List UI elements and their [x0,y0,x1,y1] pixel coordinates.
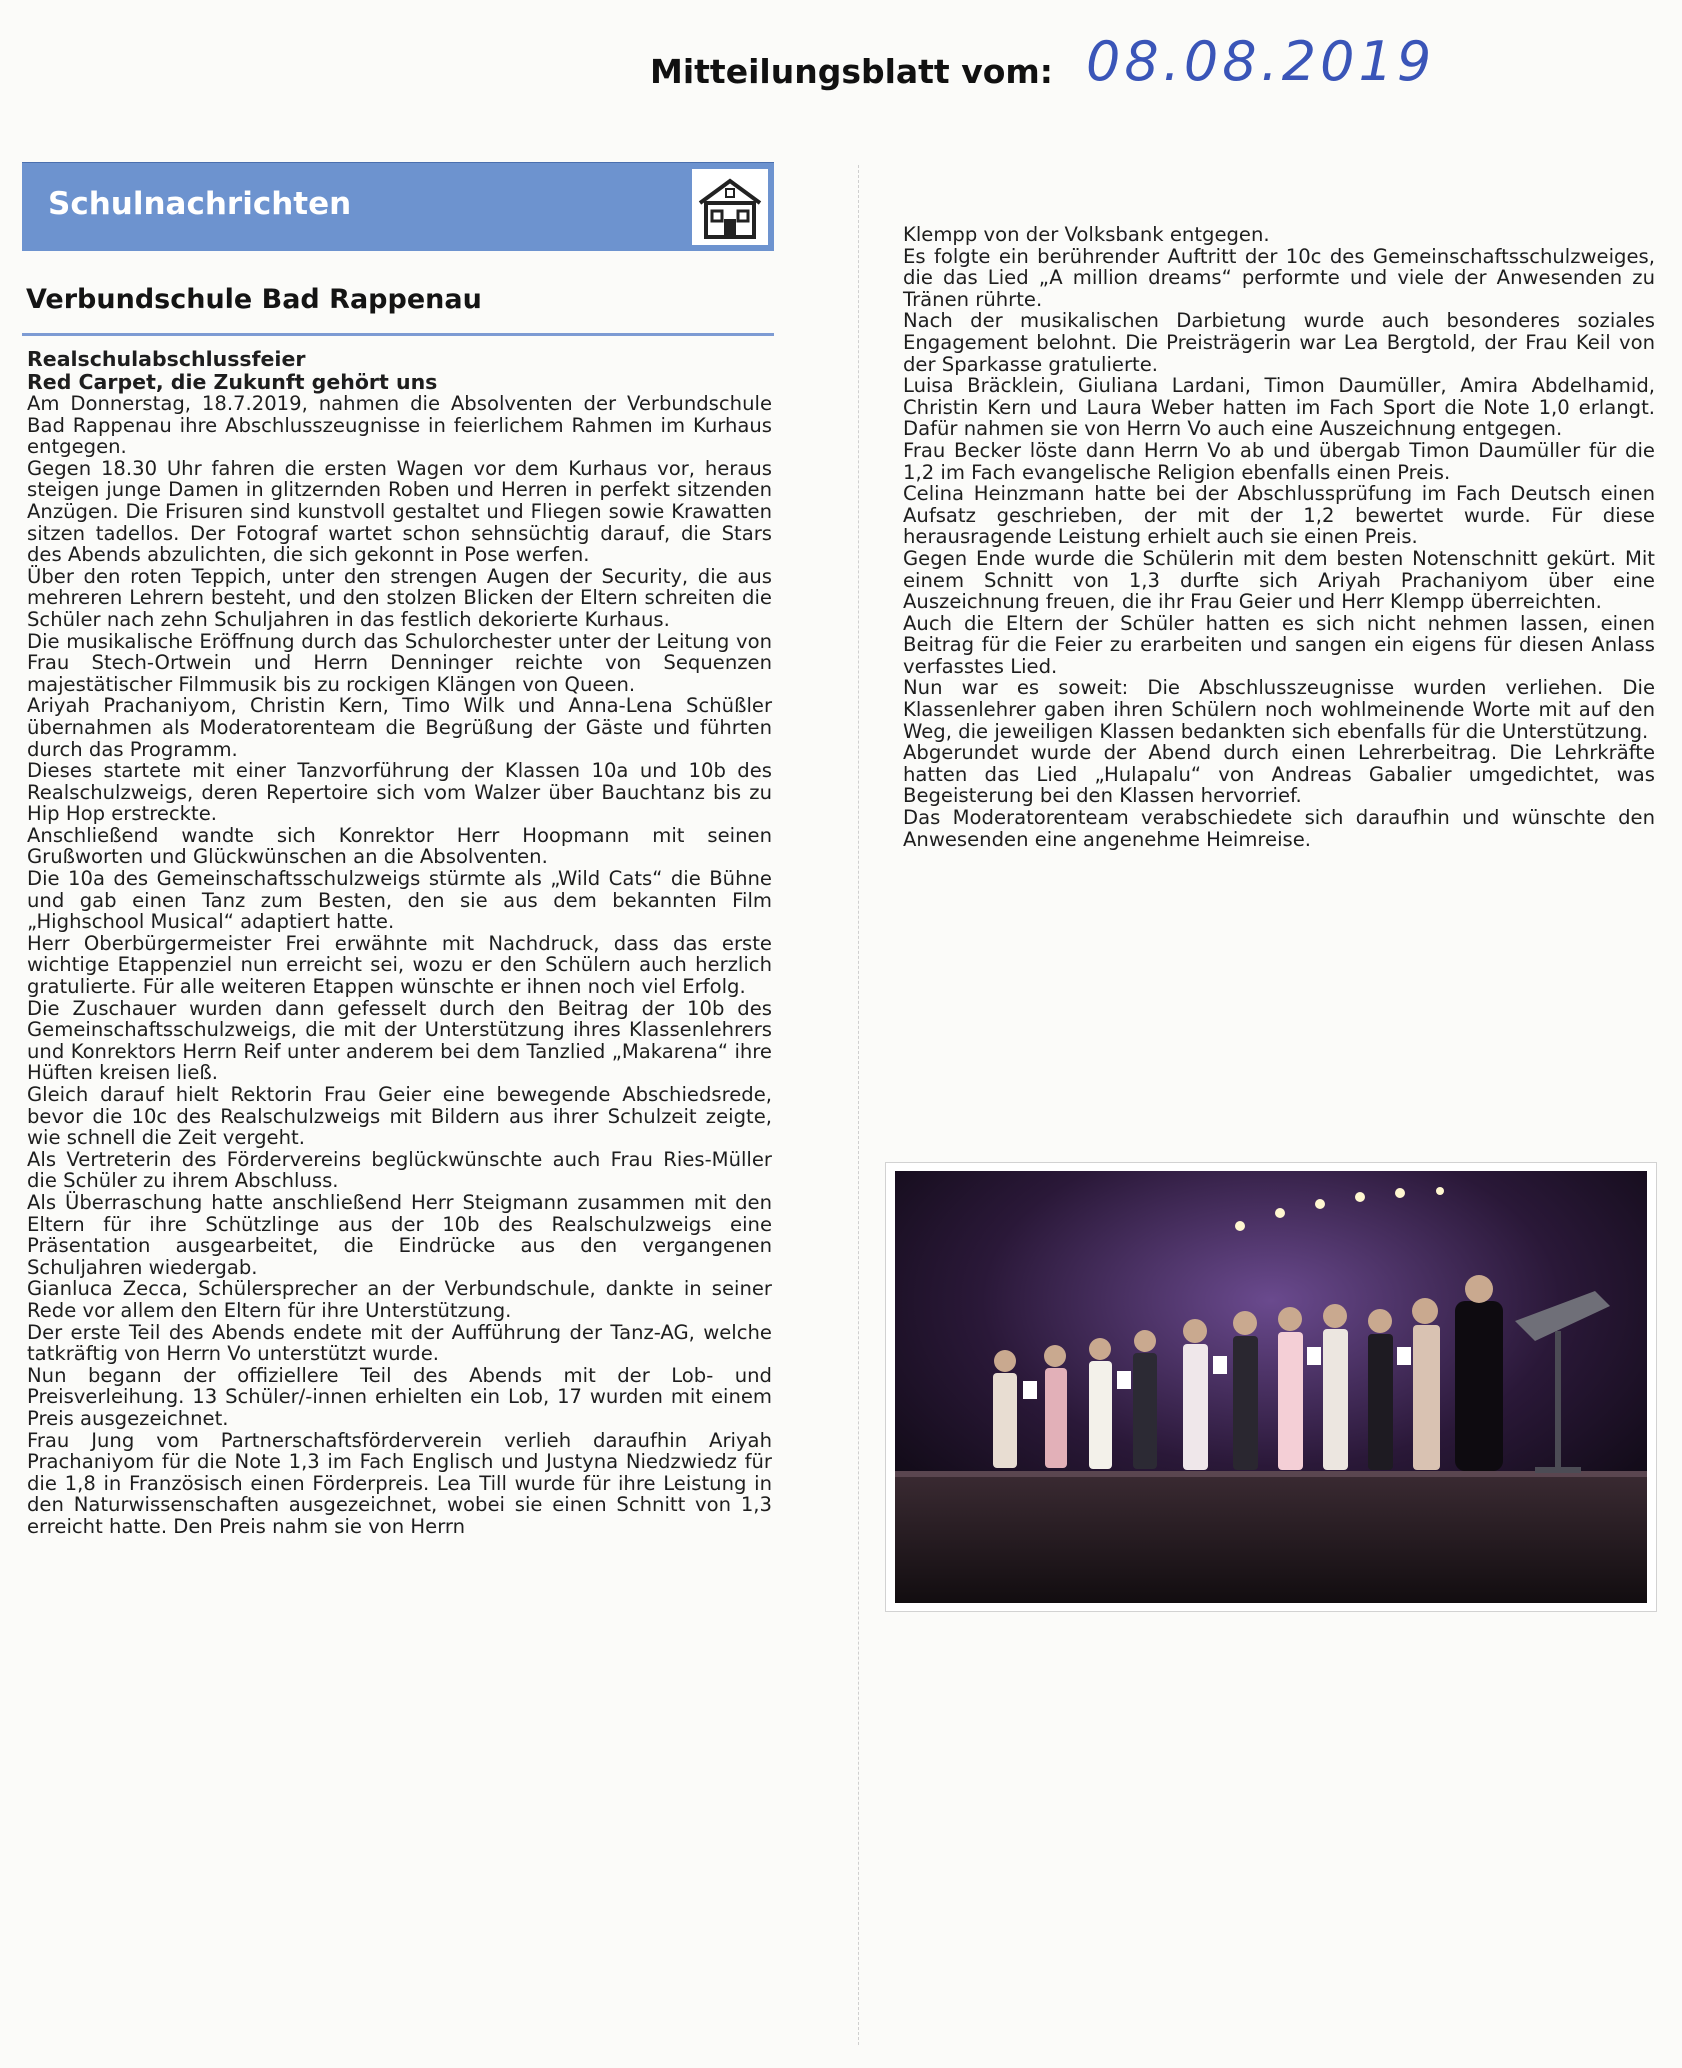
article-paragraph: Gegen 18.30 Uhr fahren die ersten Wagen vor dem Kurhaus vor, heraus steigen junge Damen in glitzernden Roben und Herren in perfekt sitzenden Anzügen. Die Frisuren sind kunstvoll gestaltet und Fliegen sowie Krawatten sitzen tadellos. Der Fotograf wartet schon sehnsüchtig darauf, die Stars des Abends abzulichten, die sich gekonnt in Pose werfen. [27,456,772,567]
article-subtitle-2: Red Carpet, die Zukunft gehört uns [27,369,438,394]
article-paragraph: Als Überraschung hatte anschließend Herr Steigmann zusammen mit den Eltern für ihre Schützlinge aus der 10b des Realschulzweigs eine Präsentation ausgearbeitet, die Eindrücke aus den vergangenen Schuljahren wiedergab. [27,1190,772,1279]
article-paragraph: Nach der musikalischen Darbietung wurde auch besonderes soziales Engagement belohnt. Die Preisträgerin war Lea Bergtold, der Frau Keil von der Sparkasse gratulierte. [903,309,1655,376]
section-title: Schulnachrichten [48,186,352,222]
article-paragraph: Der erste Teil des Abends endete mit der Aufführung der Tanz-AG, welche tatkräftig von Herrn Vo unterstützt wurde. [27,1320,772,1366]
article-paragraph: Klempp von der Volksbank entgegen. [903,223,1270,246]
right-paragraphs [903,224,1655,850]
article-paragraph: Es folgte ein berührender Auftritt der 10c des Gemeinschaftsschulzweiges, die das Lied „A million dreams“ performte und viele der Anwesenden zu Tränen rührte. [903,244,1655,311]
article-paragraph: Das Moderatorenteam verabschiedete sich daraufhin und wünschte den Anwesenden eine angenehme Heimreise. [903,806,1655,851]
column-divider [858,165,859,2045]
article-title: Verbundschule Bad Rappenau [26,284,482,315]
article-paragraph: Herr Oberbürgermeister Frei erwähnte mit Nachdruck, dass das erste wichtige Etappenziel nun erreicht sei, wozu er den Schülern auch herzlich gratulierte. Für alle weiteren Etappen wünschte er ihnen noch viel Erfolg. [27,931,772,999]
article-paragraph: Gianluca Zecca, Schülersprecher an der Verbundschule, dankte in seiner Rede vor allem den Eltern für ihre Unterstützung. [27,1277,772,1322]
article-paragraph: Nun begann der offiziellere Teil des Abends mit der Lob- und Preisverleihung. 13 Schüler/-innen erhielten ein Lob, 17 wurden mit einem Preis ausgezeichnet. [27,1363,772,1430]
article-paragraph: Gegen Ende wurde die Schülerin mit dem besten Notenschnitt gekürt. Mit einem Schnitt von 1,3 durfte sich Ariyah Prachaniyom über eine Auszeichnung freuen, die ihr Frau Geier und Herr Klempp überreichten. [903,546,1655,614]
handwritten-date: 08.08.2019 [1086,30,1436,93]
page-header [650,30,1436,100]
article-subtitle-1: Realschulabschlussfeier [27,347,306,371]
right-text-column [903,224,1655,850]
article-paragraph: Anschließend wandte sich Konrektor Herr Hoopmann mit seinen Grußworten und Glückwünschen an die Absolventen. [27,823,772,869]
article-paragraph: Ariyah Prachaniyom, Christin Kern, Timo Wilk und Anna-Lena Schüßler übernahmen als Moderatorenteam die Begrüßung der Gäste und führten durch das Programm. [27,694,772,761]
article-paragraph: Auch die Eltern der Schüler hatten es sich nicht nehmen lassen, einen Beitrag für die Feier zu erarbeiten und sangen ein eigens für diesen Anlass verfasstes Lied. [903,611,1655,678]
article-paragraph: Dieses startete mit einer Tanzvorführung der Klassen 10a und 10b des Realschulzweigs, deren Repertoire sich vom Walzer über Bauchtanz bis zu Hip Hop erstreckte. [27,759,772,826]
article-title-underline [22,333,774,336]
article-paragraph: Abgerundet wurde der Abend durch einen Lehrerbeitrag. Die Lehrkräfte hatten das Lied „Hulapalu“ von Andreas Gabalier umgedichtet, was Begeisterung bei den Klassen hervorrief. [903,741,1655,808]
article-paragraph: Nun war es soweit: Die Abschlusszeugnisse wurden verliehen. Die Klassenlehrer gaben ihren Schülern noch wohlmeinende Worte mit auf den Weg, die jeweiligen Klassen bedankten sich ebenfalls für die Unterstützung. [903,676,1655,743]
article-paragraph: Die musikalische Eröffnung durch das Schulorchester unter der Leitung von Frau Stech-Ortwein und Herrn Denninger reichte von Sequenzen majestätischer Filmmusik bis zu rockigen Klängen von Queen. [27,629,772,696]
article-paragraph: Die 10a des Gemeinschaftsschulzweigs stürmte als „Wild Cats“ die Bühne und gab einen Tanz zum Besten, den sie aus dem bekannten Film „Highschool Musical“ adaptiert hatte. [27,867,772,934]
article-paragraph: Die Zuschauer wurden dann gefesselt durch den Beitrag der 10b des Gemeinschaftsschulzweigs, die mit der Unterstützung ihres Klassenlehrers und Konrektors Herrn Reif unter anderem bei dem Tanzlied „Makarena“ ihre Hüften kreisen ließ. [27,996,772,1085]
article-paragraph: Celina Heinzmann hatte bei der Abschlussprüfung im Fach Deutsch einen Aufsatz geschrieben, der mit der 1,2 bewertet wurde. Für diese herausragende Leistung erhielt auch sie einen Preis. [903,482,1655,549]
article-paragraph: Gleich darauf hielt Rektorin Frau Geier eine bewegende Abschiedsrede, bevor die 10c des Realschulzweigs mit Bildern aus ihrer Schulzeit zeigte, wie schnell die Zeit vergeht. [27,1083,772,1150]
article-paragraph: Als Vertreterin des Fördervereins beglückwünschte auch Frau Ries-Müller die Schüler zu ihrem Abschluss. [27,1147,772,1193]
article-paragraph: Am Donnerstag, 18.7.2019, nahmen die Absolventen der Verbundschule Bad Rappenau ihre Abschlusszeugnisse in feierlichem Rahmen im Kurhaus entgegen. [27,392,772,459]
ceremony-photo [885,1162,1657,1612]
left-text-column [27,348,772,1537]
article-paragraph: Frau Becker löste dann Herrn Vo ab und übergab Timon Daumüller für die 1,2 im Fach evangelische Religion ebenfalls einen Preis. [903,438,1655,484]
section-banner [22,162,774,251]
article-paragraph: Luisa Bräcklein, Giuliana Lardani, Timon Daumüller, Amira Abdelhamid, Christin Kern und Laura Weber hatten im Fach Sport die Note 1,0 erlangt. Dafür nahmen sie von Herrn Vo auch eine Auszeichnung entgegen. [903,374,1655,441]
article-paragraph: Über den roten Teppich, unter den strengen Augen der Security, die aus mehreren Lehrern besteht, und den stolzen Blicken der Eltern schreiten die Schüler nach zehn Schuljahren in das festlich dekorierte Kurhaus. [27,564,772,631]
school-building-icon [692,169,768,245]
article-paragraph: Frau Jung vom Partnerschaftsförderverein verlieh daraufhin Ariyah Prachaniyom für die Note 1,3 im Fach Englisch und Justyna Niedzwiedz für die 1,8 in Französisch einen Förderpreis. Lea Till wurde für ihre Leistung in den Naturwissenschaften ausgezeichnet, wobei sie einen Schnitt von 1,3 erreicht hatte. Den Preis nahm sie von Herrn [27,1428,772,1538]
left-paragraphs [27,393,772,1537]
header-label: Mitteilungsblatt vom: [650,52,1053,91]
